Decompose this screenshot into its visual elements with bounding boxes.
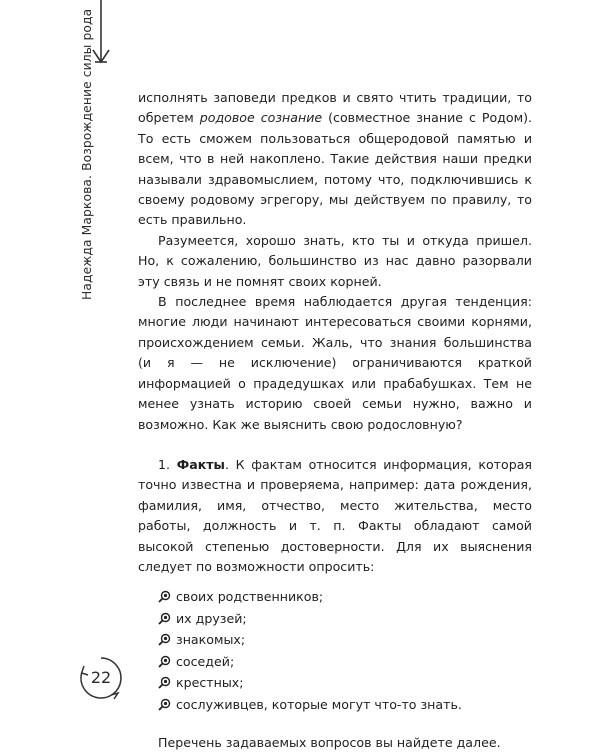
list-item	[158, 629, 532, 651]
list-item-text: соседей;	[176, 653, 235, 669]
list-number: 1.	[158, 456, 177, 472]
paragraph: В последнее время наблюдается другая тенденция: многие люди начинают интересоваться своими корнями, происхождением семьи. Жаль, что знания большинства (и я — не исключение) ограничиваются краткой информацией о прадедушках или прабабушках. Тем не менее узнать историю своей семьи нужно, важно и возможно. Как же выяснить свою родословную?	[138, 294, 532, 432]
list-item-text: крестных;	[176, 675, 244, 691]
paragraph: Перечень задаваемых вопросов вы найдете далее.	[158, 735, 501, 751]
bold-term: Факты	[176, 456, 225, 472]
bullet-list	[138, 586, 532, 715]
magnifier-icon	[158, 590, 171, 603]
paragraph-text: исполнять заповеди предков и свято чтить традиции, то обретем	[138, 90, 532, 126]
list-item	[158, 672, 532, 694]
paragraph: Разумеется, хорошо знать, кто ты и откуда пришел. Но, к сожалению, большинство из нас давно разорвали эту связь и не помнят своих корней.	[138, 232, 532, 289]
magnifier-icon	[158, 612, 171, 625]
list-item	[158, 694, 532, 716]
emphasis-text: родовое сознание	[199, 110, 323, 126]
page-number: 22	[90, 668, 112, 687]
magnifier-icon	[158, 655, 171, 668]
page-number-badge	[78, 655, 124, 701]
list-item-text: своих родственников;	[176, 589, 324, 605]
running-head: Надежда Маркова. Возрождение силы рода	[80, 8, 94, 300]
paragraph-text: (совместное знание с Родом). То есть сможем пользоваться общеродовой памятью и всем, что в ней накоплено. Такие действия наши предки называли здравомыслием, потому что, подключившись к своему родовому эгрегору, мы действуем по правилу, то есть правильно.	[138, 110, 532, 228]
magnifier-icon	[158, 676, 171, 689]
paragraph-facts	[138, 455, 532, 577]
page-body	[138, 88, 532, 754]
paragraph-text: . К фактам относится информация, которая точно известна и проверяема, например: дата рождения, фамилия, имя, отчество, место жительства, место работы, должность и т. п. Факты обладают самой высокой степенью достоверности. Для их выяснения следует по возможности опросить:	[138, 456, 532, 574]
paragraph	[138, 88, 532, 231]
magnifier-icon	[158, 698, 171, 711]
list-item	[158, 651, 532, 673]
list-item	[158, 586, 532, 608]
list-item	[158, 608, 532, 630]
list-item-text: сослуживцев, которые могут что-то знать.	[176, 696, 462, 712]
list-item-text: знакомых;	[176, 632, 246, 648]
list-item-text: их друзей;	[176, 610, 247, 626]
magnifier-icon	[158, 633, 171, 646]
